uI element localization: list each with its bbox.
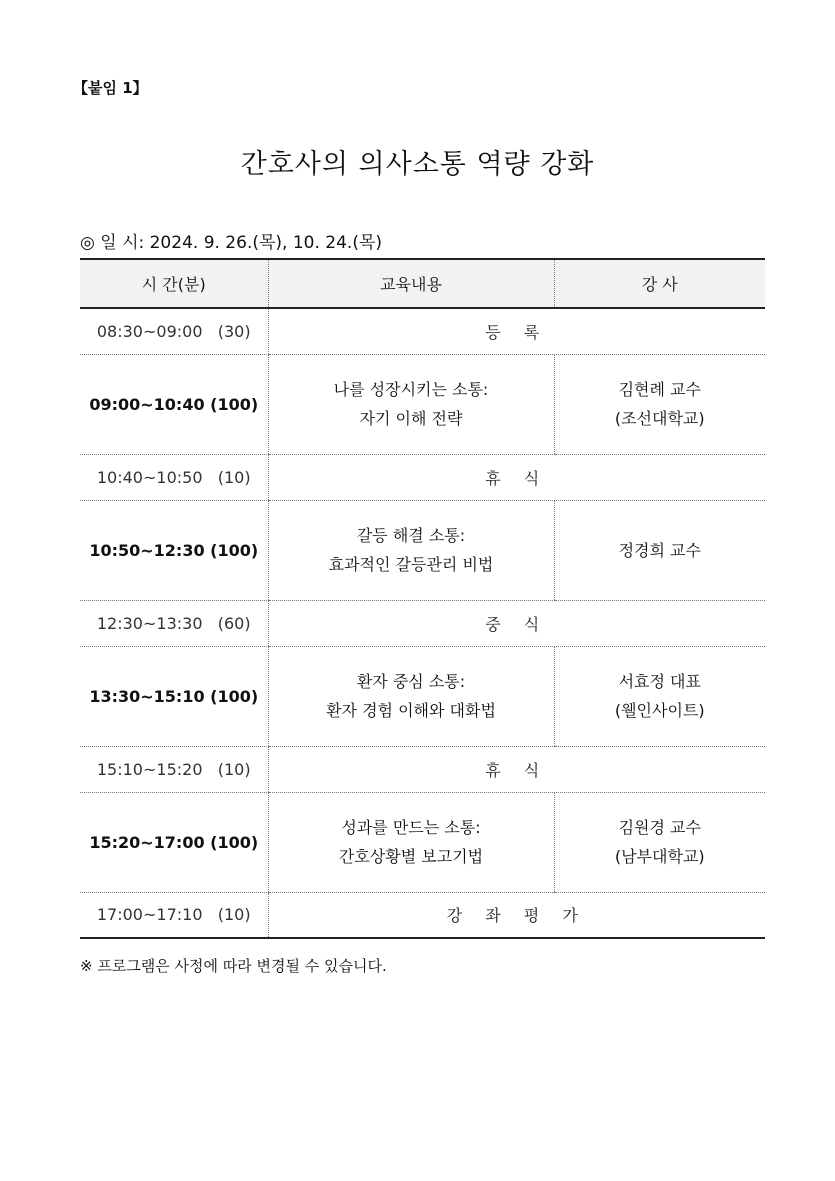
lecturer-name: 김현례 교수 bbox=[618, 380, 701, 399]
row-activity: 휴 식 bbox=[268, 454, 765, 500]
lecturer-affiliation: (조선대학교) bbox=[614, 409, 705, 428]
row-time: 10:50~12:30 (100) bbox=[80, 500, 268, 600]
table-row bbox=[80, 500, 765, 600]
table-row bbox=[80, 308, 765, 354]
table-row bbox=[80, 454, 765, 500]
lecturer-affiliation: (남부대학교) bbox=[614, 847, 705, 866]
row-activity: 강 좌 평 가 bbox=[268, 892, 765, 938]
content-line: 나를 성장시키는 소통: bbox=[333, 380, 489, 399]
row-time: 15:10~15:20 (10) bbox=[80, 746, 268, 792]
row-time: 10:40~10:50 (10) bbox=[80, 454, 268, 500]
header-content: 교육내용 bbox=[268, 259, 554, 308]
lecturer-name: 서효정 대표 bbox=[618, 672, 701, 691]
lecturer-name: 김원경 교수 bbox=[618, 818, 701, 837]
table-row bbox=[80, 892, 765, 938]
page-title: 간호사의 의사소통 역량 강화 bbox=[240, 149, 595, 180]
content-line: 효과적인 갈등관리 비법 bbox=[328, 555, 494, 574]
content-line: 갈등 해결 소통: bbox=[356, 526, 466, 545]
date-line: ◎ 일 시: 2024. 9. 26.(목), 10. 24.(목) bbox=[80, 233, 383, 253]
row-time: 09:00~10:40 (100) bbox=[80, 354, 268, 454]
row-lecturer bbox=[554, 646, 765, 746]
lecturer-name: 정경희 교수 bbox=[618, 540, 701, 560]
table-row bbox=[80, 746, 765, 792]
row-activity: 휴 식 bbox=[268, 746, 765, 792]
row-activity: 중 식 bbox=[268, 600, 765, 646]
footnote: ※ 프로그램은 사정에 따라 변경될 수 있습니다. bbox=[80, 957, 387, 975]
lecturer-affiliation: (웰인사이트) bbox=[614, 701, 705, 720]
header-lecturer: 강 사 bbox=[554, 259, 765, 308]
table-header-row bbox=[80, 259, 765, 308]
content-line: 환자 경험 이해와 대화법 bbox=[326, 701, 496, 720]
row-lecturer bbox=[554, 792, 765, 892]
row-time: 17:00~17:10 (10) bbox=[80, 892, 268, 938]
row-content bbox=[268, 354, 554, 454]
header-time: 시 간(분) bbox=[80, 259, 268, 308]
row-content bbox=[268, 500, 554, 600]
row-content bbox=[268, 646, 554, 746]
table-row bbox=[80, 600, 765, 646]
row-lecturer bbox=[554, 500, 765, 600]
row-time: 15:20~17:00 (100) bbox=[80, 792, 268, 892]
row-content bbox=[268, 792, 554, 892]
table-row bbox=[80, 792, 765, 892]
content-line: 성과를 만드는 소통: bbox=[341, 818, 481, 837]
content-line: 자기 이해 전략 bbox=[359, 409, 463, 428]
content-line: 간호상황별 보고기법 bbox=[338, 847, 484, 866]
schedule-table bbox=[80, 258, 765, 939]
row-lecturer bbox=[554, 354, 765, 454]
table-row bbox=[80, 354, 765, 454]
row-time: 08:30~09:00 (30) bbox=[80, 308, 268, 354]
table-row bbox=[80, 646, 765, 746]
row-time: 12:30~13:30 (60) bbox=[80, 600, 268, 646]
content-line: 환자 중심 소통: bbox=[356, 672, 466, 691]
attachment-label: 【붙임 1】 bbox=[73, 79, 148, 97]
row-time: 13:30~15:10 (100) bbox=[80, 646, 268, 746]
row-activity: 등 록 bbox=[268, 308, 765, 354]
